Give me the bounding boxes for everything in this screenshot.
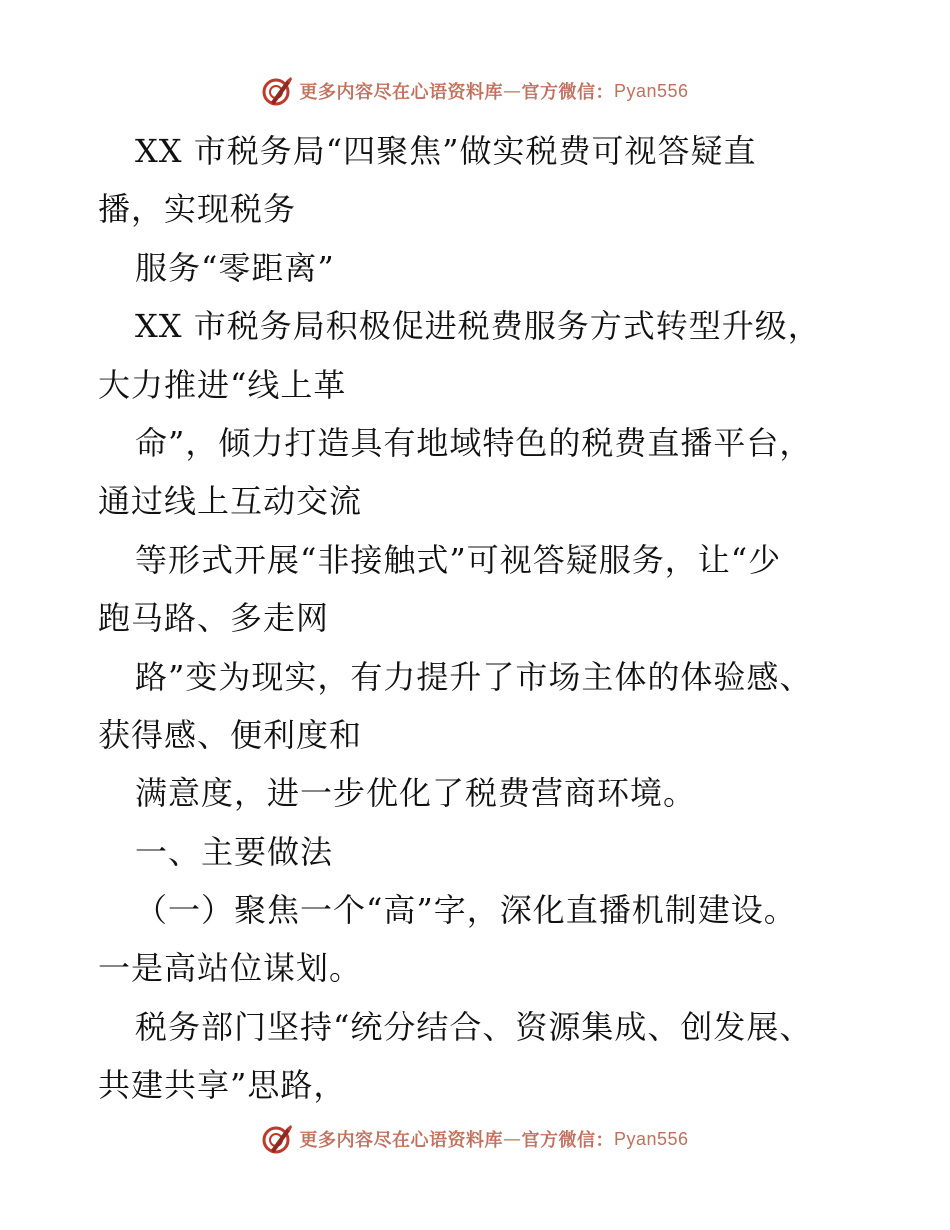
text-line: XX 市税务局积极促进税费服务方式转型升级， xyxy=(135,307,821,346)
banner-wechat-label: 官方微信： xyxy=(521,82,614,103)
text-line: 路”变为现实，有力提升了市场主体的体验感、 xyxy=(135,657,813,696)
banner-wechat-label: 官方微信： xyxy=(521,1130,614,1151)
text-line: 大力推进“线上革 xyxy=(98,365,347,404)
text-line: 等形式开展“非接触式”可视答疑服务，让“少 xyxy=(135,540,782,579)
banner-dash: — xyxy=(502,1128,522,1150)
text-line: 一、主要做法 xyxy=(135,832,334,871)
text-line: 满意度，进一步优化了税费营商环境。 xyxy=(135,774,697,813)
header-watermark-banner xyxy=(0,71,950,111)
text-line: 通过线上互动交流 xyxy=(98,482,363,521)
text-line: （一）聚焦一个“高”字，深化直播机制建设。 xyxy=(135,891,797,930)
footer-watermark-banner xyxy=(0,1119,950,1159)
text-line: 获得感、便利度和 xyxy=(98,715,363,754)
text-line: 共建共享”思路， xyxy=(98,1066,347,1105)
banner-dash: — xyxy=(502,80,522,102)
banner-account-id: Pyan556 xyxy=(613,80,689,101)
document-body xyxy=(98,122,858,1115)
text-line: 服务“零距离” xyxy=(135,248,335,287)
banner-brand-text: 更多内容尽在心语资料库 xyxy=(299,82,503,103)
banner-brand-text: 更多内容尽在心语资料库 xyxy=(299,1130,503,1151)
pen-logo-icon xyxy=(261,1123,293,1155)
text-line: 跑马路、多走网 xyxy=(98,599,330,638)
text-line: 播，实现税务 xyxy=(98,190,297,229)
text-line: 命”，倾力打造具有地域特色的税费直播平台， xyxy=(135,423,813,462)
text-line: 税务部门坚持“统分结合、资源集成、创发展、 xyxy=(135,1007,813,1046)
banner-account-id: Pyan556 xyxy=(613,1128,689,1149)
text-line: 一是高站位谋划。 xyxy=(98,949,363,988)
pen-logo-icon xyxy=(261,75,293,107)
text-line: XX 市税务局“四聚焦”做实税费可视答疑直 xyxy=(135,132,757,170)
